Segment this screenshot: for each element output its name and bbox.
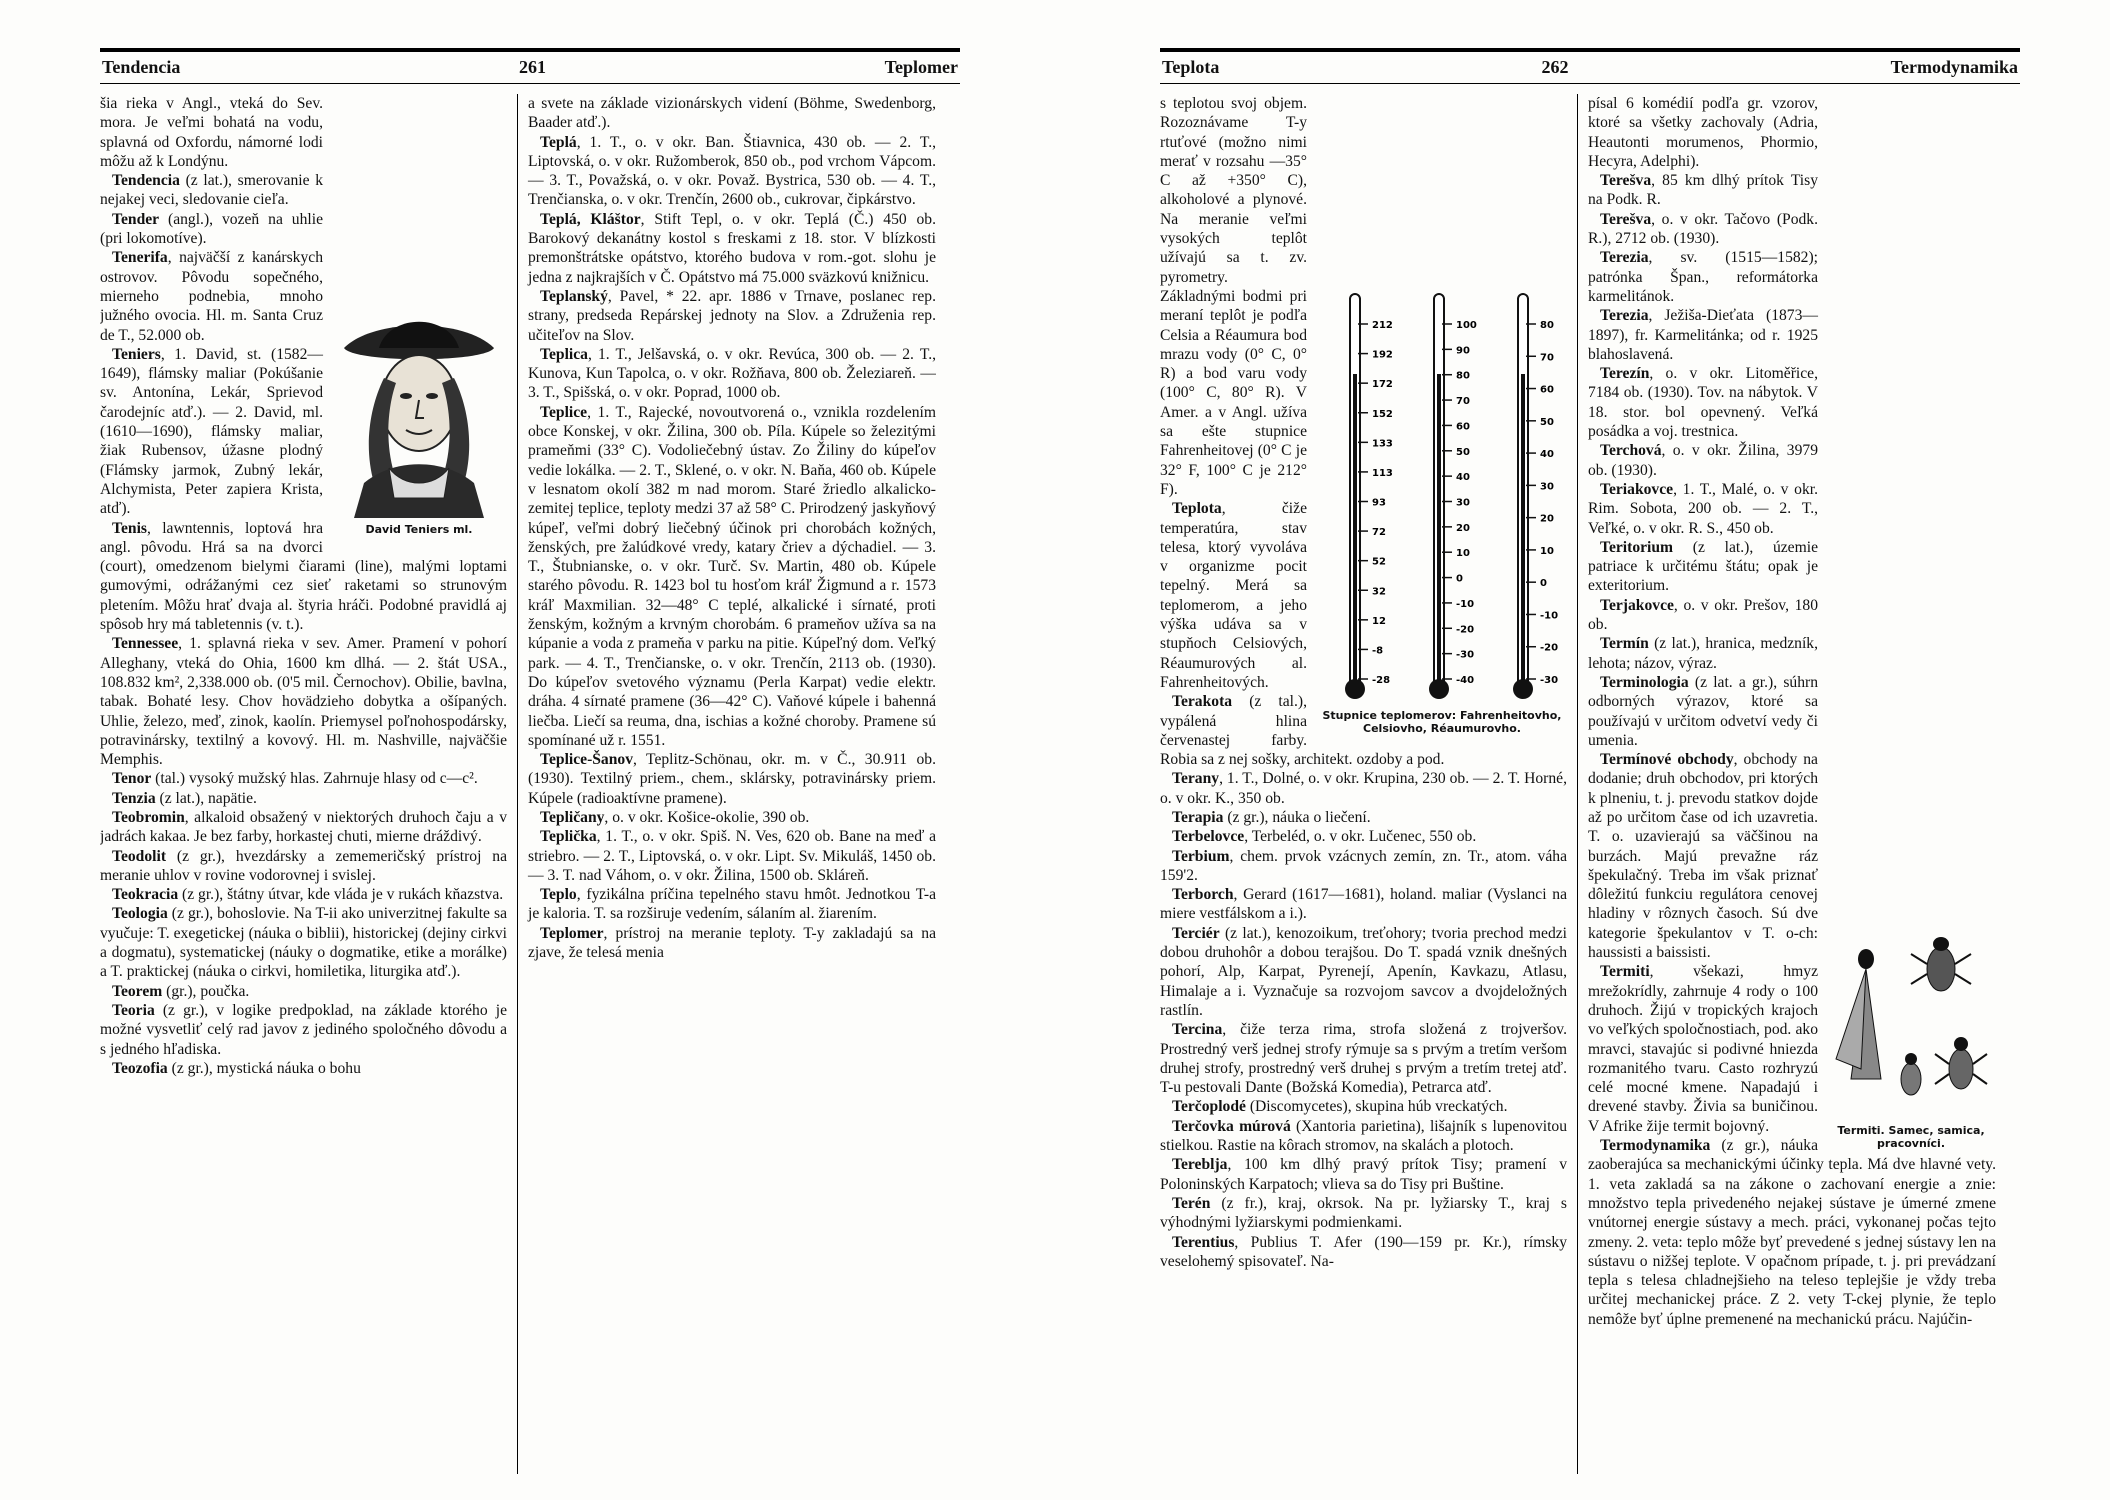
entry-text: , o. v okr. Košice-okolie, 390 ob.	[604, 808, 810, 826]
entry	[1160, 1194, 1567, 1233]
entry-headword: Terešva	[1600, 210, 1652, 228]
entry	[528, 133, 936, 210]
scale-label: 72	[1372, 527, 1386, 539]
entry	[528, 345, 936, 403]
entry	[1588, 480, 1996, 538]
entry-headword: Teplica	[540, 345, 588, 363]
entry-text: , Publius T. Afer (190—159 pr. Kr.), rímsky veselohemý spisovateľ. Na-	[1160, 1233, 1567, 1270]
scale-label: 60	[1540, 384, 1554, 396]
thermometer-illustration	[1322, 284, 1562, 704]
entry-headword: Terentius	[1172, 1233, 1235, 1251]
scale-label: 70	[1456, 396, 1470, 408]
entry	[100, 904, 507, 981]
entry-headword: Teologia	[112, 905, 168, 923]
entry-text: , všekazi, hmyz mrežokrídly, zahrnuje 4 rody o 100 druhoch. Žijú v tropických krajoch vo veľkých spoločnostiach, pod. ako mravci, stavajúc si podivné hniezda rozmanitého tvaru. Casto rozhryzú celé mocné kmene. Napadajú i drevené stavby. Živia sa buničinou. V Afrike žije termit bojovný.	[1588, 963, 1818, 1135]
right-page	[1160, 42, 2020, 1482]
entry-text: , Ježiša-Dieťata (1873—1897), fr. Karmelitánka; od r. 1925 blahoslavená.	[1588, 307, 1818, 363]
entry-headword: Teodolit	[112, 847, 167, 865]
entry	[1160, 769, 1567, 808]
entry-text: (Xantoria parietina), lišajník s lupenovitou stielkou. Rastie na kôrach stromov, na skalách a plotoch.	[1160, 1117, 1567, 1155]
scale-label: 50	[1456, 446, 1470, 458]
scale-label: 133	[1372, 438, 1393, 450]
entry	[1160, 885, 1567, 924]
entry-text: , najväčší z kanárskych ostrovov. Pôvodu sopečného, mierneho podnebia, mnoho južného ovocia. Hl. m. Santa Cruz de T., 52.000 ob.	[100, 249, 323, 344]
header-left-term: Teplota	[1162, 57, 1220, 77]
scale-label: 90	[1456, 345, 1470, 357]
entry-headword: Tenor	[112, 770, 152, 788]
entry	[1588, 538, 1996, 596]
entry	[1160, 1233, 1567, 1272]
entry-text: (angl.), vozeň na uhlie (pri lokomotíve).	[100, 210, 323, 248]
running-header-left	[100, 48, 960, 84]
scale-label: 40	[1456, 472, 1470, 484]
entry-headword: Tenzia	[112, 789, 156, 807]
entry-headword: Teritorium	[1600, 538, 1674, 556]
entry-headword: Teplice-Šanov	[540, 751, 633, 769]
entry-text: , 1. David, st. (1582—1649), flámsky maliar (Pokúšanie sv. Antonína, Lekár, Sprievod čarodejníc atď.). — 2. David, ml. (1610—1690), flámsky maliar, žiak Rubensov, úžasne plodný (Flámsky jarmok, Zubný lekár, Alchymista, Peter zapiera Krista, atď).	[100, 345, 323, 518]
thermometer-figure	[1317, 284, 1567, 735]
entry	[528, 210, 936, 287]
entry-text: (z gr.), mystická náuka o bohu	[167, 1059, 361, 1077]
page-number: 262	[1541, 57, 1569, 77]
entry-text: písal 6 komédií podľa gr. vzorov, ktoré sa všetky zachovaly (Adria, Heautonti morumenos, Phormio, Hecyra, Adelphi).	[1588, 95, 1818, 170]
scale-label: 30	[1456, 497, 1470, 509]
scale-label: 0	[1456, 573, 1463, 585]
entry-text: (z gr.), náuka zaoberajúca sa mechanickými účinky tepla. Má dve hlavné vety. 1. veta zakladá sa na zákone o zachovaní energie a znie: množstvo tepla privedeného nejakej sústave je úmerné zmene vnútornej energie sústavy a mech. práci, vykonanej počas tejto zmeny. 2. veta: teplo môže byť prevedené s jednej sústavy len na sústavu o nižšej teplote. V opačnom prípade, t. j. pri prevádzaní tepla s telesa chladnejšieho na teleso teplejšie je vždy treba určitej mechanickej práce. Z 2. vety T-ckej plynie, že teplo nemôže byť úplne premenené na mechanickú prácu. Najúčin-	[1588, 1137, 1996, 1328]
scale-label: -20	[1456, 624, 1475, 636]
scale-label: 10	[1540, 545, 1554, 557]
scale-label: -10	[1540, 610, 1559, 622]
entry-text: , o. v okr. Litoměřice, 7184 ob. (1930). Tov. na nábytok. V 18. stor. bol opevnený. Veľká posádka a voj. trestnica.	[1588, 365, 1818, 441]
entry-headword: Teplomer	[540, 924, 604, 942]
entry-text: , 85 km dlhý prítok Tisy na Podk. R.	[1588, 172, 1818, 209]
entry-headword: Terčoplodé	[1172, 1098, 1246, 1116]
entry-text: , 1. T., Malé, o. v okr. Rim. Sobota, 200 ob. — 2. T., Veľké, o. v okr. R. S., 450 ob.	[1588, 480, 1818, 537]
entry	[100, 1001, 507, 1059]
entry-headword: Teplo	[540, 886, 577, 904]
entry	[1588, 210, 1996, 249]
scale-label: -20	[1540, 642, 1559, 654]
entry	[1588, 364, 1996, 441]
scale-label: 212	[1372, 320, 1393, 331]
portrait-illustration	[334, 308, 504, 518]
entry	[1160, 924, 1567, 1020]
scale-label: -8	[1372, 645, 1384, 657]
entry-text: , o. v okr. Prešov, 180 ob.	[1588, 596, 1818, 634]
thermometer-caption: Stupnice teplomerov: Fahrenheitovho, Celsiovho, Réaumurovho.	[1322, 709, 1562, 736]
entry-headword: Terminologia	[1600, 673, 1689, 691]
entry	[528, 94, 936, 133]
entry	[1588, 248, 1996, 306]
entry-text: (z lat.), smerovanie k nejakej veci, sledovanie cieľa.	[100, 172, 323, 209]
entry-text: (z fr.), kraj, okrsok. Na pr. lyžiarsky T., kraj s výhodnými lyžiarskymi podmienkami.	[1160, 1194, 1567, 1232]
scale-label: -10	[1456, 598, 1475, 610]
entry-headword: Teplička	[540, 828, 597, 846]
entry-text: (Discomycetes), skupina húb vreckatých.	[1245, 1098, 1508, 1116]
entry-text: , lawntennis, loptová hra angl. pôvodu. Hrá sa na dvorci (court), omedzenom bielymi čiarami (line), malými loptami gumovými, odrážanými cez sieť raketami so strunovým pletením. Môžu hrať dvaja al. štyria hráči. Podobné pravidlá aj spôsob hry má tabletennis (v. t.).	[100, 519, 507, 634]
entry-headword: Terezín	[1600, 365, 1650, 383]
entry	[528, 287, 936, 345]
entry-text: , čiže terza rima, strofa složená z trojveršov. Prostredný verš jednej strofy rýmuje sa s prvým a tretím veršom druhej strofy, prostredný verš druhej s prvým a tretím tretej atď. T-u pestovali Dante (Božská Komedia), Petrarca atď.	[1160, 1021, 1567, 1097]
termite-figure	[1826, 929, 1996, 1150]
scale-label: -30	[1540, 675, 1559, 686]
column-1	[1160, 94, 1578, 1474]
entry-text: , prístroj na meranie teploty. T-y zakladajú sa na zjave, že telesá menia	[528, 924, 936, 962]
entry-headword: Termiti	[1600, 963, 1650, 981]
entry-text: (z lat.), napätie.	[155, 789, 257, 807]
header-left-term: Tendencia	[102, 57, 181, 77]
entry-text: (gr.), poučka.	[162, 982, 250, 1000]
entry-text: , čiže temperatúra, stav telesa, ktorý vyvoláva v organizme pocit tepelný. Merá sa teplomerom, a jeho výška udáva sa v stupňoch Celsiových, Réaumurových al. Fahrenheitových.	[1160, 500, 1307, 691]
entry-headword: Terciér	[1172, 924, 1220, 942]
entry-text: , 1. T., Dolné, o. v okr. Krupina, 230 ob. — 2. T. Horné, o. v okr. K., 350 ob.	[1160, 770, 1567, 807]
entry	[100, 1059, 507, 1078]
entry-headword: Terčovka múrová	[1172, 1117, 1291, 1135]
scale-label: 152	[1372, 408, 1393, 420]
entry-headword: Terén	[1172, 1194, 1211, 1212]
entry-headword: Teplá	[540, 133, 577, 151]
entry-text: , Teplitz-Schönau, okr. m. v Č., 30.911 ob. (1930). Textilný priem., chem., sklársky, potravinársky priem. Kúpele (radioaktívne pramene).	[528, 751, 936, 807]
entry-headword: Teniers	[112, 345, 161, 363]
entry-text: (z gr.), hvezdársky a zememeričský prístroj na meranie uhlov v rovine vodorovnej i svislej.	[100, 847, 507, 884]
scale-label: 52	[1372, 556, 1386, 568]
entry-headword: Terezia	[1600, 249, 1649, 267]
entry-text: a svete na základe vizionárskych videní (Böhme, Swedenborg, Baader atď.).	[528, 95, 936, 132]
entry-text: , fyzikálna príčina tepelného stavu hmôt. Jednotkou T-a je kaloria. T. sa rozširuje vedením, sálaním al. žiarením.	[528, 886, 936, 923]
entry-text: , chem. prvok vzácnych zemín, zn. Tr., atom. váha 159'2.	[1160, 847, 1567, 884]
scale-label: 80	[1540, 320, 1554, 331]
entry	[1588, 441, 1996, 480]
column-1	[100, 94, 518, 1474]
entry-text: (z gr.), v logike predpoklad, na základe ktorého je možné vysvetliť celý rad javov z jediného spoločného dôvodu a s jedného hľadiska.	[100, 1001, 507, 1058]
entry	[1588, 94, 1996, 171]
scale-label: 0	[1540, 578, 1547, 590]
entry	[528, 885, 936, 924]
entry	[100, 885, 507, 904]
entry	[100, 210, 507, 249]
entry	[528, 750, 936, 808]
scale-label: 192	[1372, 349, 1393, 361]
entry-headword: Terany	[1172, 770, 1220, 788]
entry-headword: Tenis	[112, 519, 147, 537]
entry	[1160, 808, 1567, 827]
entry-headword: Teplice	[540, 403, 588, 421]
entry-headword: Teokracia	[112, 886, 179, 904]
entry	[100, 769, 507, 788]
entry-headword: Teriakovce	[1600, 480, 1674, 498]
scale-label: 100	[1456, 320, 1477, 331]
entry-text: , 1. T., o. v okr. Ban. Štiavnica, 430 ob. — 2. T., Liptovská, o. v okr. Ružomberok, 850 ob., pod vrchom Vápcom. — 3. T., Považská, o. v okr. Považ. Bystrica, 530 ob. — 4. T., Trenčianska, o. v okr. Trenčín, 2600 ob., cukrovar, čipkárstvo.	[528, 133, 936, 209]
scale-label: 113	[1372, 467, 1393, 479]
entry-text: (z gr.), bohoslovie. Na T-ii ako univerzitnej fakulte sa vyučuje: T. exegetickej (náuka o biblii), historickej (dejiny cirkvi a dogmatu), systematickej (náuky o dogmatike, etike a morálke) a T. praktickej (náuka o cirkvi, homiletika, liturgika atď.).	[100, 905, 507, 981]
entry-headword: Termodynamika	[1600, 1137, 1711, 1155]
entry-headword: Terbelovce	[1172, 828, 1245, 846]
entry	[528, 808, 936, 827]
column-2-entries	[528, 94, 936, 962]
entry	[1588, 596, 1996, 635]
entry-text: , Gerard (1617—1681), holand. maliar (Vyslanci na miere vestfálskom a i.).	[1160, 886, 1567, 923]
entry-text: , alkaloid obsažený v niektorých druhoch čaju a v jadrách kakaa. Je bez farby, horkastej chuti, mierne dráždivý.	[100, 808, 507, 846]
entry-text: (z gr.), náuka o liečení.	[1223, 808, 1371, 826]
entry-headword: Tenerifa	[112, 249, 168, 267]
entry-text: , 1. splavná rieka v sev. Amer. Pramení v pohorí Alleghany, vteká do Ohia, 1600 km dlhá. — 2. štát USA., 108.832 km², 2,338.000 ob. (0'5 mil. Černochov). Obilie, bavlna, tabak. Bohaté lesy. Chov hovädzieho dobytka a ošípaných. Uhlie, železo, meď, zinok, kaolín. Priemysel poľnohospodársky, potravinársky, textilný a kovový. Hl. m. Nashville, najväčšie Memphis.	[100, 635, 507, 769]
scale-label: 20	[1540, 513, 1554, 525]
entry	[100, 634, 507, 769]
scale-label: 80	[1456, 370, 1470, 382]
columns	[1160, 94, 2020, 1474]
entry	[1160, 847, 1567, 886]
entry	[100, 808, 507, 847]
entry-headword: Teplota	[1172, 500, 1222, 518]
entry-text: , Terbeléd, o. v okr. Lučenec, 550 ob.	[1244, 828, 1477, 846]
header-right-term: Teplomer	[884, 57, 958, 77]
scale-label: 172	[1372, 379, 1393, 391]
entry-headword: Tereblja	[1172, 1156, 1228, 1174]
scale-label: -40	[1456, 675, 1475, 686]
scale-label: 20	[1456, 522, 1470, 534]
header-right-term: Termodynamika	[1890, 57, 2018, 77]
scale-label: 32	[1372, 586, 1386, 598]
column-1-entries	[100, 94, 507, 1078]
entry-headword: Terešva	[1600, 172, 1652, 190]
entry	[1588, 634, 1996, 673]
entry	[100, 789, 507, 808]
entry-headword: Teplanský	[540, 287, 608, 305]
column-2	[1578, 94, 1996, 1474]
entry-text: , obchody na dodanie; druh obchodov, pri ktorých k plneniu, t. j. prevodu statkov dojde až po určitom čase od ich uzavretia. T. o. uzavierajú sa väčšinou na burzách. Majú prevažne ráz špekulačný. Treba im však priznať dôležitú funkciu regulátora cenovej hladiny v rôznych časoch. Sú dve kategorie špekulantov v T. o-ch: haussisti a baissisti.	[1588, 751, 1818, 962]
left-page	[100, 42, 960, 1482]
entry-text: šia rieka v Angl., vteká do Sev. mora. Je veľmi bohatá na vodu, splavná od Oxfordu, námorné lodi môžu až k Londýnu.	[100, 95, 323, 170]
entry-text: , 100 km dlhý pravý prítok Tisy; pramení v Poloninských Karpatoch; vlieva sa do Tisy pri Buštine.	[1160, 1156, 1567, 1193]
page-number: 261	[519, 57, 547, 77]
entry-headword: Teplá, Kláštor	[540, 210, 641, 228]
scale-label: 60	[1456, 421, 1470, 433]
portrait-figure	[331, 308, 507, 536]
entry	[100, 94, 507, 171]
entry-text: , 1. T., Jelšavská, o. v okr. Revúca, 300 ob. — 2. T., Kunova, Kun Tapolca, o. v okr. Rožňava, 800 ob. Železiareň. — 3. T., Spišská, o. v okr. Poprad, 1000 ob.	[528, 345, 936, 402]
entry	[528, 403, 936, 750]
entry-text: (z gr.), štátny útvar, kde vláda je v rukách kňazstva.	[178, 886, 504, 904]
entry	[1588, 673, 1996, 750]
entry-headword: Tercina	[1172, 1021, 1223, 1039]
entry	[1160, 1020, 1567, 1097]
scale-label: 50	[1540, 416, 1554, 428]
entry	[528, 827, 936, 885]
entry	[528, 924, 936, 963]
entry-headword: Terchová	[1600, 442, 1662, 460]
scale-label: 10	[1456, 548, 1470, 560]
entry-headword: Tendencia	[112, 172, 180, 190]
scale-label: 93	[1372, 497, 1386, 509]
entry-text: (z lat.), územie patriace k určitému štátu; opak je exteritorium.	[1588, 538, 1818, 595]
portrait-caption: David Teniers ml.	[365, 523, 473, 537]
entry-headword: Terapia	[1172, 808, 1224, 826]
entry	[100, 171, 507, 210]
scale-label: 12	[1372, 615, 1386, 627]
entry-headword: Terbium	[1172, 847, 1230, 865]
entry-headword: Teozofia	[112, 1059, 168, 1077]
termite-caption: Termiti. Samec, samica, pracovníci.	[1837, 1124, 1985, 1151]
columns	[100, 94, 960, 1474]
entry-text: , Pavel, * 22. apr. 1886 v Trnave, poslanec rep. strany, predseda Repárskej jednoty na Slov. a Združenia rep. učiteľov na Slov.	[528, 287, 936, 344]
entry	[1160, 1097, 1567, 1116]
entry	[1588, 306, 1996, 364]
entry-text: , o. v okr. Tačovo (Podk. R.), 2712 ob. (1930).	[1588, 210, 1818, 248]
entry-text: , 1. T., Rajecké, novoutvorená o., vznikla rozdelením obce Konskej, v okr. Žilina, 300 ob. Píla. Kúpele so železitými prameňmi (33° C). Vodoliečebný ústav. Zo Žiliny do kúpeľov vedie lokálka. — 2. T., Sklené, o. v okr. N. Baňa, 460 ob. Kúpele v lesnatom okolí 382 m nad morom. Staré žriedlo alkalicko-zemitej teplice, teploty medzi 37 až 58° C. Prirodzený jaskyňový kúpeľ, veľmi dobrý liečebný účinok pri chorobách kožných, ženských, pre žalúdkové vredy, katary čriev a dýchadiel. — 3. T., Štubnianske, o. v okr. Turč. Sv. Martin, 480 ob. Kúpele starého pôvodu. R. 1423 bol tu hosťom kráľ Žigmund a r. 1573 kráľ Maxmilian. 32—48° C teplé, alkalické i sírnaté, proti ženským, kožným a krvným chorobám. 6 prameňov užíva sa na kúpanie a voda z prameňa v parku na pitie. Kúpeľný dom. Veľký park. — 4. T., Trenčianske, o. v okr. Trenčín, 2113 ob. (1930). Do kúpeľov svetového významu (Perla Karpat) vedie elektr. dráha. 4 sírnaté pramene (36—42° C). Vaňové kúpele i bahenná liečba. Liečí sa reuma, dna, ischias a kožné choroby. Pramene sú spomínané už r. 1551.	[528, 403, 936, 749]
entry-headword: Terezia	[1600, 307, 1649, 325]
scale-label: -28	[1372, 675, 1391, 686]
running-header-right	[1160, 48, 2020, 84]
entry-headword: Termín	[1600, 635, 1649, 653]
entry-text: (z lat.), hranica, medzník, lehota; názov, výraz.	[1588, 635, 1818, 672]
entry-text: , Stift Tepl, o. v okr. Teplá (Č.) 450 ob. Barokový dekanátny kostol s freskami z 18. stor. V blízkosti premonštrátske opátstvo, ktorého budova v rom.-got. slohu je jedna z najkrajších v Č. Opátstvo má 75.000 sväzkovú knižnicu.	[528, 210, 936, 286]
entry-headword: Tennessee	[112, 635, 179, 653]
entry-text: (z lat.), kenozoikum, treťohory; tvoria prechod medzi dobou druhohôr a dobou terajšou. Do T. spadá vznik dnešných pohorí, Alp, Karpat, Pyrenejí, Apenín, Kavkazu, Atlasu, Himalaje a i. Vyznačuje sa rozvojom savcov a dvojdeložných rastlín.	[1160, 924, 1567, 1019]
entry-text: (z lat. a gr.), súhrn odborných výrazov, ktoré sa používajú v určitom odvetví vedy či umenia.	[1588, 673, 1818, 749]
entry-text: , o. v okr. Žilina, 3979 ob. (1930).	[1588, 442, 1818, 479]
entry-text: s teplotou svoj objem. Rozoznávame T-y rtuťové (možno nimi merať v rozsahu —35° C až +350° C), alkoholové a plynové. Na meranie veľmi vysokých teplôt užívajú sa t. zv. pyrometry. Základnými bodmi pri meraní teplôt je podľa Celsia a Réaumura bod mrazu vody (0° C, 0° R) a bod varu vody (100° C, 80° R). V Amer. a v Angl. užíva sa ešte stupnice Fahrenheitovej (0° C je 32° F, 100° C je 212° F).	[1160, 95, 1307, 498]
entry-headword: Tepličany	[540, 808, 605, 826]
entry-headword: Tender	[112, 210, 160, 228]
termite-illustration	[1831, 929, 1991, 1119]
entry-headword: Teobromin	[112, 808, 185, 826]
scale-label: 40	[1540, 449, 1554, 461]
entry	[1160, 1117, 1567, 1156]
entry-text: (z tal.), vypálená hlina červenastej farby. Robia sa z nej sošky, architekt. ozdoby a pod.	[1160, 693, 1445, 769]
entry-headword: Terborch	[1172, 886, 1234, 904]
entry	[1588, 171, 1996, 210]
scale-label: 70	[1540, 352, 1554, 364]
entry-text: (tal.) vysoký mužský hlas. Zahrnuje hlasy od c—c².	[151, 770, 478, 788]
column-2	[518, 94, 936, 1474]
entry-headword: Terakota	[1172, 693, 1233, 711]
entry	[100, 982, 507, 1001]
scale-label: -30	[1456, 649, 1475, 661]
entry-headword: Teoria	[112, 1001, 155, 1019]
entry	[1160, 1155, 1567, 1194]
entry	[1160, 827, 1567, 846]
scale-label: 30	[1540, 481, 1554, 493]
entry	[100, 847, 507, 886]
entry	[1588, 1136, 1996, 1329]
entry-headword: Terjakovce	[1600, 596, 1674, 614]
entry-text: , sv. (1515—1582); patrónka Špan., reformátorka karmelitánok.	[1588, 249, 1818, 305]
entry-headword: Teorem	[112, 982, 163, 1000]
entry-text: , 1. T., o. v okr. Spiš. N. Ves, 620 ob. Bane na meď a striebro. — 2. T., Liptovská, o. v okr. Lipt. Sv. Mikuláš, 1450 ob. — 3. T. nad Váhom, o. v okr. Žilina, 1500 ob. Skláreň.	[528, 828, 936, 884]
entry-headword: Termínové obchody	[1600, 751, 1734, 769]
